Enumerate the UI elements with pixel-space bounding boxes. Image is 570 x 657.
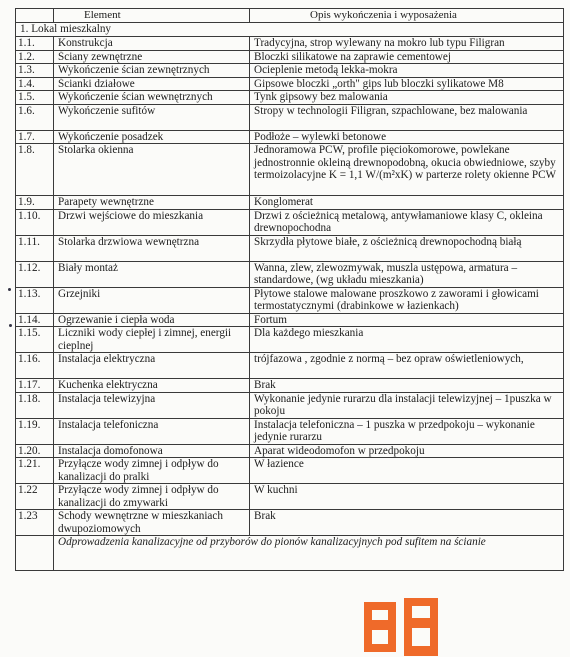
table-row — [16, 327, 564, 353]
row-description: Brak — [250, 510, 564, 536]
row-element: Przyłącze wody zimnej i odpływ do kanalizacji do pralki — [54, 458, 250, 484]
row-number: 1.16. — [16, 353, 54, 379]
row-number: 1.1. — [16, 37, 54, 51]
row-number: 1.19. — [16, 418, 54, 444]
row-number: 1.21. — [16, 458, 54, 484]
row-element: Instalacja telefoniczna — [54, 418, 250, 444]
row-description: Podłoże – wylewki betonowe — [250, 130, 564, 144]
table-row — [16, 37, 564, 51]
note-text: Odprowadzenia kanalizacyjne od przyborów do pionów kanalizacyjnych pod sufitem na ścianie — [54, 536, 564, 571]
row-element: Drzwi wejściowe do mieszkania — [54, 209, 250, 235]
row-element: Ściany zewnętrzne — [54, 50, 250, 64]
table-row — [16, 418, 564, 444]
section-title: 1. Lokal mieszkalny — [16, 23, 564, 37]
row-element: Stolarka drzwiowa wewnętrzna — [54, 235, 250, 261]
row-number: 1.23 — [16, 510, 54, 536]
row-number: 1.5. — [16, 91, 54, 105]
row-description: Stropy w technologii Filigran, szpachlowane, bez malowania — [250, 104, 564, 130]
table-row — [16, 235, 564, 261]
row-description: Wanna, zlew, zlewozmywak, muszla ustępowa, armatura – standardowe, (wg układu mieszkania) — [250, 261, 564, 287]
table-row — [16, 353, 564, 379]
table-row — [16, 209, 564, 235]
row-description: Drzwi z ościeżnicą metalową, antywłamaniowe klasy C, okleina drewnopochodna — [250, 209, 564, 235]
row-element: Instalacja domofonowa — [54, 444, 250, 458]
row-element: Instalacja telewizyjna — [54, 392, 250, 418]
row-description: Dla każdego mieszkania — [250, 327, 564, 353]
row-number: 1.7. — [16, 130, 54, 144]
row-element: Grzejniki — [54, 287, 250, 313]
table-row — [16, 510, 564, 536]
row-number: 1.8. — [16, 144, 54, 196]
row-number: 1.15. — [16, 327, 54, 353]
row-number: 1.20. — [16, 444, 54, 458]
table-row — [16, 91, 564, 105]
table-row — [16, 144, 564, 196]
row-element: Kuchenka elektryczna — [54, 379, 250, 393]
row-description: Aparat wideodomofon w przedpokoju — [250, 444, 564, 458]
table-row — [16, 458, 564, 484]
row-description: Płytowe stalowe malowane proszkowo z zaworami i głowicami termostatycznymi (drabinkowe w łazienkach) — [250, 287, 564, 313]
row-element: Liczniki wody ciepłej i zimnej, energii cieplnej — [54, 327, 250, 353]
table-row — [16, 261, 564, 287]
row-description: Tynk gipsowy bez malowania — [250, 91, 564, 105]
row-description: Ocieplenie metodą lekka-mokra — [250, 64, 564, 78]
scan-mark — [9, 324, 12, 327]
row-number: 1.10. — [16, 209, 54, 235]
row-number: 1.2. — [16, 50, 54, 64]
row-description: Konglomerat — [250, 196, 564, 210]
table-row — [16, 104, 564, 130]
section-row — [16, 23, 564, 37]
row-element: Wykończenie posadzek — [54, 130, 250, 144]
row-description: Brak — [250, 379, 564, 393]
row-element: Schody wewnętrzne w mieszkaniach dwupoziomowych — [54, 510, 250, 536]
row-element: Stolarka okienna — [54, 144, 250, 196]
row-description: Wykonanie jedynie rurarzu dla instalacji telewizyjnej – 1puszka w pokoju — [250, 392, 564, 418]
header-description: Opis wykończenia i wyposażenia — [250, 9, 564, 23]
row-number: 1.3. — [16, 64, 54, 78]
row-number: 1.14. — [16, 313, 54, 327]
scan-mark — [8, 288, 11, 291]
row-element: Ogrzewanie i ciepła woda — [54, 313, 250, 327]
row-element: Ścianki działowe — [54, 77, 250, 91]
row-number: 1.12. — [16, 261, 54, 287]
row-description: Tradycyjna, strop wylewany na mokro lub typu Filigran — [250, 37, 564, 51]
specification-table — [15, 8, 564, 571]
header-row — [16, 9, 564, 23]
row-description: W kuchni — [250, 484, 564, 510]
row-number: 1.6. — [16, 104, 54, 130]
row-description: Fortum — [250, 313, 564, 327]
table-row — [16, 287, 564, 313]
table-row — [16, 64, 564, 78]
table-row — [16, 392, 564, 418]
row-element: Biały montaż — [54, 261, 250, 287]
row-element: Wykończenie ścian zewnętrznych — [54, 64, 250, 78]
table-row — [16, 196, 564, 210]
row-description: Jednoramowa PCW, profile pięciokomorowe, powlekane jednostronnie okleiną drewnopodobną, okucia obwiedniowe, szyby termoizolacyjne K = 1,1 W/(m²xK) w parterze rolety okienne PCW — [250, 144, 564, 196]
row-element: Parapety wewnętrzne — [54, 196, 250, 210]
row-number: 1.9. — [16, 196, 54, 210]
table-row — [16, 379, 564, 393]
table-row — [16, 313, 564, 327]
stamp-logo-icon — [364, 598, 438, 656]
row-element: Instalacja elektryczna — [54, 353, 250, 379]
row-description: Gipsowe bloczki „orth" gips lub bloczki sylikatowe M8 — [250, 77, 564, 91]
row-number: 1.11. — [16, 235, 54, 261]
note-no-cell — [16, 536, 54, 571]
note-row — [16, 536, 564, 571]
row-description: Instalacja telefoniczna – 1 puszka w przedpokoju – wykonanie jedynie rurarzu — [250, 418, 564, 444]
row-description: Bloczki silikatowe na zaprawie cementowej — [250, 50, 564, 64]
row-number: 1.22 — [16, 484, 54, 510]
row-number: 1.17. — [16, 379, 54, 393]
row-description: Skrzydła płytowe białe, z ościeżnicą drewnopochodną białą — [250, 235, 564, 261]
row-number: 1.18. — [16, 392, 54, 418]
row-number: 1.4. — [16, 77, 54, 91]
header-no-cell — [16, 9, 54, 23]
table-row — [16, 130, 564, 144]
row-number: 1.13. — [16, 287, 54, 313]
header-element: Element — [54, 9, 250, 23]
row-element: Wykończenie ścian wewnętrznych — [54, 91, 250, 105]
table-row — [16, 444, 564, 458]
row-element: Wykończenie sufitów — [54, 104, 250, 130]
row-element: Przyłącze wody zimnej i odpływ do kanalizacji do zmywarki — [54, 484, 250, 510]
table-row — [16, 50, 564, 64]
table-row — [16, 77, 564, 91]
row-element: Konstrukcja — [54, 37, 250, 51]
table-row — [16, 484, 564, 510]
row-description: W łazience — [250, 458, 564, 484]
row-description: trójfazowa , zgodnie z normą – bez opraw oświetleniowych, — [250, 353, 564, 379]
